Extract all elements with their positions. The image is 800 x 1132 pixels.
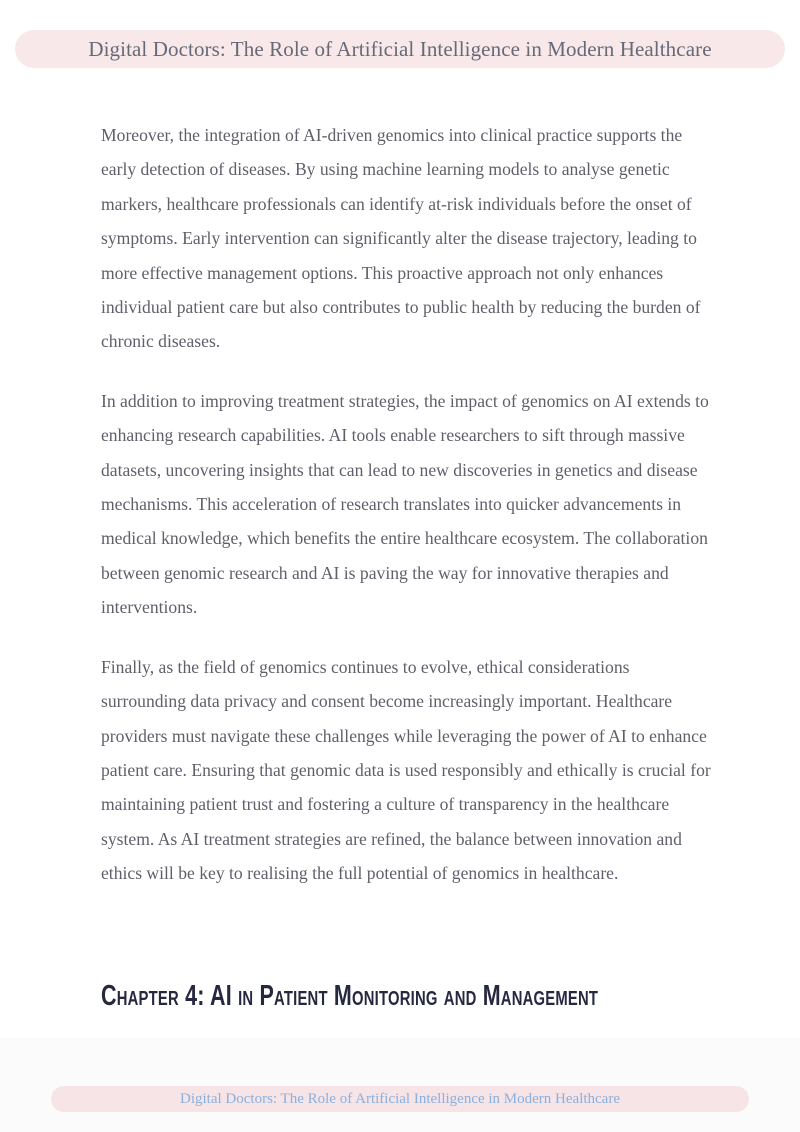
- body-paragraph: Moreover, the integration of AI-driven genomics into clinical practice supports the early detection of diseases. By using machine learning models to analyse genetic markers, healthcare professionals can identify at-risk individuals before the onset of symptoms. Early intervention can significantly alter the disease trajectory, leading to more effective management options. This proactive approach not only enhances individual patient care but also contributes to public health by reducing the burden of chronic diseases.: [101, 125, 701, 352]
- body-paragraph: Finally, as the field of genomics continues to evolve, ethical considerations surrounding data privacy and consent become increasingly important. Healthcare providers must navigate these challenges while leveraging the power of AI to enhance patient care. Ensuring that genomic data is used responsibly and ethically is crucial for maintaining patient trust and fostering a culture of transparency in the healthcare system. As AI treatment strategies are refined, the balance between innovation and ethics will be key to realising the full potential of genomics in healthcare.: [101, 656, 711, 884]
- header-title: Digital Doctors: The Role of Artificial Intelligence in Modern Healthcare: [88, 36, 712, 61]
- body-paragraph: In addition to improving treatment strategies, the impact of genomics on AI extends to enhancing research capabilities. AI tools enable researchers to sift through massive datasets, uncovering insights that can lead to new discoveries in genetics and disease mechanisms. This acceleration of research translates into quicker advancements in medical knowledge, which benefits the entire healthcare ecosystem. The collaboration between genomic research and AI is paving the way for innovative therapies and interventions.: [101, 390, 709, 618]
- footer-area: [0, 1038, 800, 1132]
- footer-title: Digital Doctors: The Role of Artificial Intelligence in Modern Healthcare: [180, 1090, 620, 1107]
- body-content: [101, 118, 711, 916]
- running-footer: [51, 1086, 749, 1112]
- chapter-heading: Chapter 4: AI in Patient Monitoring and Management: [101, 980, 599, 1012]
- running-header: [15, 30, 785, 68]
